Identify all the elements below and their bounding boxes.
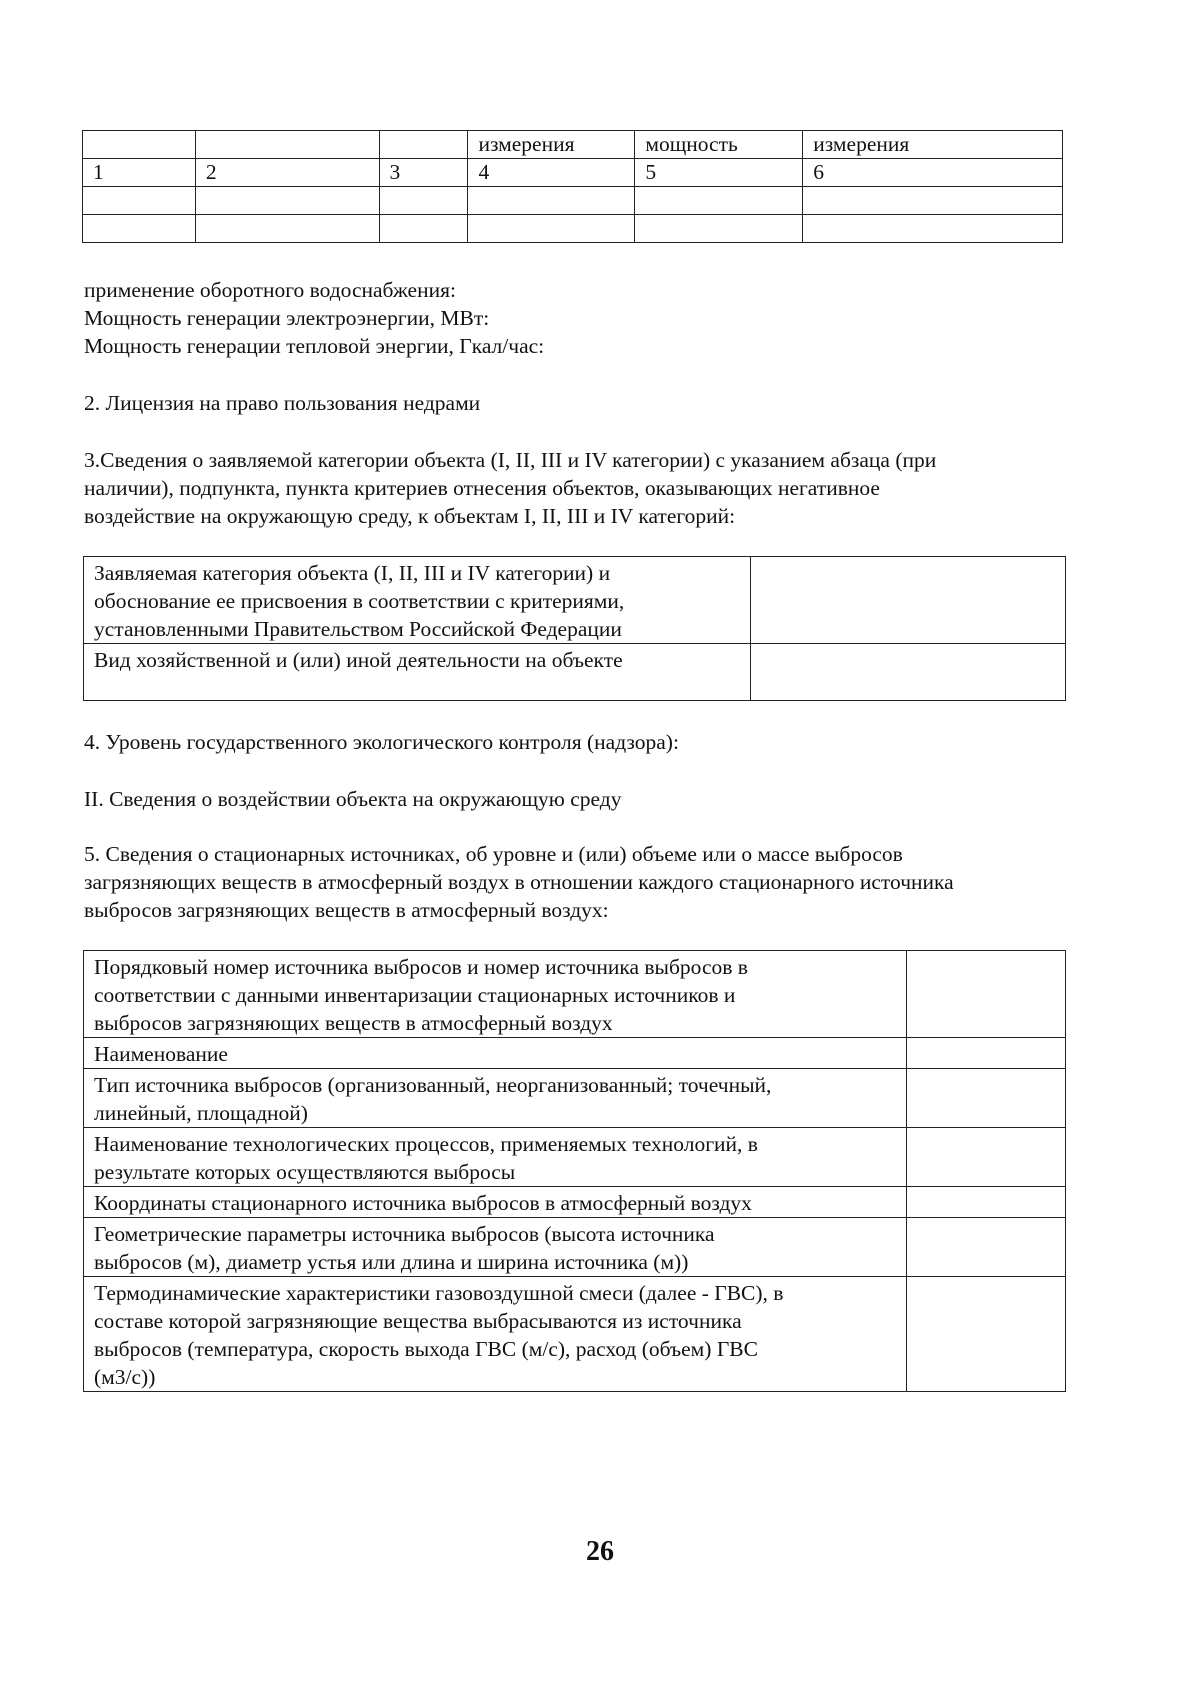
- text-line: обоснование ее присвоения в соответствии с критериями,: [94, 589, 625, 613]
- table-cell: [635, 187, 803, 215]
- text-line: результате которых осуществляются выбросы: [94, 1160, 516, 1184]
- section-II-heading: [84, 785, 1084, 813]
- table-cell-value: [907, 1038, 1066, 1069]
- text-line: Тип источника выбросов (организованный, неорганизованный; точечный,: [94, 1073, 772, 1097]
- table-cell: 3: [379, 159, 468, 187]
- text-line: выбросов (м), диаметр устья или длина и ширина источника (м)): [94, 1250, 689, 1274]
- table-cell: [83, 187, 196, 215]
- table-cell: [803, 215, 1063, 243]
- table-cell: 6: [803, 159, 1063, 187]
- table-row: [83, 131, 1063, 159]
- table-cell: [468, 215, 635, 243]
- text-line: Наименование: [94, 1042, 228, 1066]
- text-line: 4. Уровень государственного экологического контроля (надзора):: [84, 730, 679, 754]
- table-cell: [468, 187, 635, 215]
- section-3-paragraph: [84, 446, 1084, 530]
- table-cell-value: [751, 557, 1066, 644]
- table-cell-value: [907, 1128, 1066, 1187]
- table-row: [84, 1038, 1066, 1069]
- table-category: [83, 556, 1066, 701]
- table-top: [82, 130, 1063, 243]
- text-line: Заявляемая категория объекта (I, II, III и IV категории) и: [94, 561, 611, 585]
- table-cell: 2: [195, 159, 379, 187]
- text-line: Мощность генерации тепловой энергии, Гкал/час:: [84, 334, 545, 358]
- table-cell: 5: [635, 159, 803, 187]
- text-line: Мощность генерации электроэнергии, МВт:: [84, 306, 490, 330]
- section-4-heading: [84, 728, 1084, 756]
- table-cell: [379, 187, 468, 215]
- text-line: Наименование технологических процессов, применяемых технологий, в: [94, 1132, 758, 1156]
- table-row: [84, 1277, 1066, 1392]
- table-cell: измерения: [803, 131, 1063, 159]
- table-row: [83, 215, 1063, 243]
- text-line: выбросов загрязняющих веществ в атмосферный воздух:: [84, 898, 609, 922]
- table-cell: измерения: [468, 131, 635, 159]
- text-line: выбросов загрязняющих веществ в атмосферный воздух: [94, 1011, 613, 1035]
- text-line: Координаты стационарного источника выбросов в атмосферный воздух: [94, 1191, 752, 1215]
- table-cell-value: [751, 644, 1066, 701]
- table-row: [84, 951, 1066, 1038]
- table-cell: 4: [468, 159, 635, 187]
- table-cell-value: [907, 951, 1066, 1038]
- table-cell-value: [907, 1277, 1066, 1392]
- paragraph-capacity: [84, 276, 1084, 360]
- text-line: 2. Лицензия на право пользования недрами: [84, 391, 481, 415]
- section-5-paragraph: [84, 840, 1084, 924]
- table-cell: [635, 215, 803, 243]
- table-cell-label: [84, 557, 751, 644]
- table-cell-label: [84, 644, 751, 701]
- table-cell-label: [84, 1218, 907, 1277]
- table-row: [84, 1187, 1066, 1218]
- table-row: [83, 187, 1063, 215]
- text-line: Термодинамические характеристики газовоздушной смеси (далее - ГВС), в: [94, 1281, 784, 1305]
- table-cell: [379, 131, 468, 159]
- table-row: [84, 644, 1066, 701]
- text-line: применение оборотного водоснабжения:: [84, 278, 456, 302]
- table-cell: [195, 215, 379, 243]
- table-cell: [195, 131, 379, 159]
- text-line: 5. Сведения о стационарных источниках, об уровне и (или) объеме или о массе выбросов: [84, 842, 903, 866]
- table-cell-value: [907, 1187, 1066, 1218]
- table-cell-label: [84, 1038, 907, 1069]
- table-row: [84, 1069, 1066, 1128]
- table-cell-label: [84, 1277, 907, 1392]
- table-row: [84, 1218, 1066, 1277]
- text-line: установленными Правительством Российской Федерации: [94, 617, 622, 641]
- text-line: составе которой загрязняющие вещества выбрасываются из источника: [94, 1309, 742, 1333]
- table-row: [84, 1128, 1066, 1187]
- page-number: 26: [586, 1536, 614, 1567]
- text-line: соответствии с данными инвентаризации стационарных источников и: [94, 983, 736, 1007]
- table-row: [83, 159, 1063, 187]
- text-line: наличии), подпункта, пункта критериев отнесения объектов, оказывающих негативное: [84, 476, 880, 500]
- table-cell-label: [84, 1128, 907, 1187]
- table-cell: 1: [83, 159, 196, 187]
- text-line: (м3/с)): [94, 1365, 156, 1389]
- table-cell: [83, 215, 196, 243]
- section-2-heading: [84, 389, 1084, 417]
- table-cell-label: [84, 951, 907, 1038]
- text-line: выбросов (температура, скорость выхода ГВС (м/с), расход (объем) ГВС: [94, 1337, 758, 1361]
- table-cell: мощность: [635, 131, 803, 159]
- table-cell-label: [84, 1069, 907, 1128]
- text-line: 3.Сведения о заявляемой категории объекта (I, II, III и IV категории) с указанием абзаца (при: [84, 448, 937, 472]
- text-line: Геометрические параметры источника выбросов (высота источника: [94, 1222, 715, 1246]
- text-line: Порядковый номер источника выбросов и номер источника выбросов в: [94, 955, 748, 979]
- table-cell-value: [907, 1218, 1066, 1277]
- table-row: [84, 557, 1066, 644]
- text-line: загрязняющих веществ в атмосферный воздух в отношении каждого стационарного источника: [84, 870, 954, 894]
- table-sources: [83, 950, 1066, 1392]
- text-line: II. Сведения о воздействии объекта на окружающую среду: [84, 787, 622, 811]
- table-cell-value: [907, 1069, 1066, 1128]
- text-line: воздействие на окружающую среду, к объектам I, II, III и IV категорий:: [84, 504, 736, 528]
- table-cell: [83, 131, 196, 159]
- table-cell-label: [84, 1187, 907, 1218]
- table-cell: [195, 187, 379, 215]
- table-cell: [803, 187, 1063, 215]
- table-cell: [379, 215, 468, 243]
- text-line: Вид хозяйственной и (или) иной деятельности на объекте: [94, 648, 623, 672]
- text-line: линейный, площадной): [94, 1101, 308, 1125]
